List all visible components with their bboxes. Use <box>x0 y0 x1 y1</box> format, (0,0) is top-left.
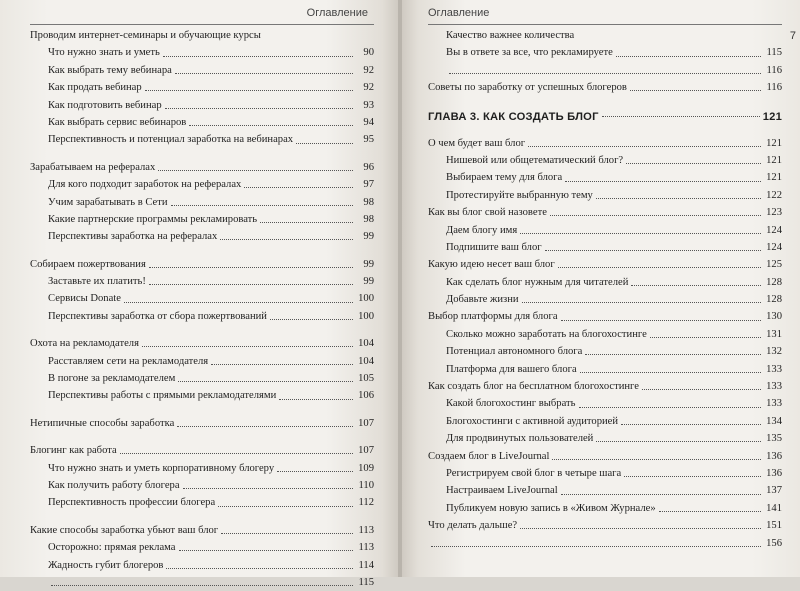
toc-entry-title: Для продвинутых пользователей <box>446 433 594 445</box>
dot-leader <box>631 285 761 286</box>
toc-entry <box>428 79 782 96</box>
toc-entry-page: 122 <box>766 189 782 201</box>
toc-list-right-top <box>428 27 782 97</box>
toc-entry <box>30 574 374 591</box>
toc-entry <box>428 44 782 61</box>
toc-entry-page: 115 <box>358 576 374 588</box>
toc-entry-page: 121 <box>766 154 782 166</box>
toc-entry-title: Как получить работу блогера <box>48 479 180 491</box>
toc-entry-title: Для кого подходит заработок на рефералах <box>48 179 242 191</box>
toc-entry-title: Создаем блог в LiveJournal <box>428 450 550 462</box>
toc-entry <box>30 415 374 432</box>
toc-entry-title: Качество важнее количества <box>446 30 575 41</box>
chapter-title: ГЛАВА 3. КАК СОЗДАТЬ БЛОГ <box>428 110 599 123</box>
toc-entry <box>30 290 374 307</box>
toc-entry <box>428 378 782 395</box>
toc-entry-page: 136 <box>766 467 782 479</box>
toc-entry-title: О чем будет ваш блог <box>428 137 526 149</box>
running-head-right: Оглавление <box>428 7 490 19</box>
toc-entry <box>30 557 374 574</box>
dot-leader <box>279 399 353 400</box>
toc-entry <box>428 517 782 534</box>
dot-leader <box>545 250 761 251</box>
toc-entry <box>30 442 374 459</box>
toc-entry-page: 131 <box>766 328 782 340</box>
toc-entry-title: Какой блогохостинг выбрать <box>446 398 576 410</box>
toc-entry-page: 124 <box>766 224 782 236</box>
dot-leader <box>624 476 761 477</box>
toc-entry-page: 135 <box>766 433 782 445</box>
dot-leader <box>520 233 761 234</box>
toc-entry-page: 109 <box>358 462 374 474</box>
toc-entry-title: Выбираем тему для блога <box>446 172 563 184</box>
toc-entry-page: 113 <box>358 542 374 554</box>
dot-leader <box>659 511 761 512</box>
dot-leader <box>565 181 761 182</box>
toc-entry-page: 141 <box>766 502 782 514</box>
dot-leader <box>449 73 761 74</box>
toc-entry-title: Как выбрать сервис вебинаров <box>48 116 187 128</box>
dot-leader <box>218 506 353 507</box>
dot-leader <box>189 125 353 126</box>
dot-leader <box>149 284 353 285</box>
toc-entry-page: 104 <box>358 355 374 367</box>
toc-entry-title: Как выбрать тему вебинара <box>48 64 172 76</box>
dot-leader <box>142 346 353 347</box>
toc-entry-title: Как подготовить вебинар <box>48 99 162 111</box>
toc-entry-title: Протестируйте выбранную тему <box>446 189 593 201</box>
toc-entry <box>30 522 374 539</box>
dot-leader <box>522 302 761 303</box>
toc-entry-title: Нишевой или общетематический блог? <box>446 154 624 166</box>
dot-leader <box>561 320 761 321</box>
toc-entry-title: Зарабатываем на рефералах <box>30 161 156 173</box>
toc-entry-page: 128 <box>766 294 782 306</box>
toc-entry <box>428 430 782 447</box>
dot-leader <box>183 488 353 489</box>
toc-entry-title: Учим зарабатывать в Сети <box>48 196 168 208</box>
dot-leader <box>596 441 761 442</box>
toc-entry <box>30 176 374 193</box>
dot-leader <box>171 205 353 206</box>
dot-leader <box>585 354 761 355</box>
dot-leader <box>51 585 353 586</box>
toc-entry-page: 90 <box>363 47 374 59</box>
header-rule <box>30 24 374 25</box>
toc-entry-title: Осторожно: прямая реклама <box>48 542 176 554</box>
toc-entry-title: Подпишите ваш блог <box>446 241 542 253</box>
toc-entry <box>428 204 782 221</box>
toc-entry-title: Вы в ответе за все, что рекламируете <box>446 47 613 59</box>
dot-leader <box>149 267 353 268</box>
toc-entry-title: Публикуем новую запись в «Живом Журнале» <box>446 502 656 514</box>
dot-leader <box>158 170 353 171</box>
toc-entry-page: 136 <box>766 450 782 462</box>
toc-entry-page: 156 <box>766 537 782 549</box>
toc-entry-title: Советы по заработку от успешных блогеров <box>428 82 627 94</box>
toc-entry <box>30 27 374 44</box>
toc-entry-title: В погоне за рекламодателем <box>48 373 176 385</box>
dot-leader <box>630 90 761 91</box>
dot-leader <box>552 459 761 460</box>
dot-leader <box>580 372 761 373</box>
toc-entry <box>428 482 782 499</box>
toc-entry-title: Какую идею несет ваш блог <box>428 259 555 271</box>
toc-entry-page: 130 <box>766 311 782 323</box>
toc-entry <box>428 256 782 273</box>
toc-entry-title: Перспективы заработка на рефералах <box>48 231 218 243</box>
dot-leader <box>120 453 353 454</box>
toc-entry-page: 100 <box>358 293 374 305</box>
toc-entry-title: Сколько можно заработать на блогохостинге <box>446 328 647 340</box>
dot-leader <box>602 116 760 117</box>
toc-entry <box>30 308 374 325</box>
toc-entry-page: 107 <box>358 445 374 457</box>
toc-entry-title: Как вы блог свой назовете <box>428 207 547 219</box>
dot-leader <box>550 215 761 216</box>
toc-entry-title: Регистрируем свой блог в четыре шага <box>446 467 622 479</box>
toc-entry-title: Перспективность и потенциал заработка на вебинарах <box>48 134 294 146</box>
toc-entry-page: 99 <box>363 231 374 243</box>
dot-leader <box>211 364 353 365</box>
toc-entry <box>428 274 782 291</box>
toc-entry-title: Что нужно знать и уметь <box>48 47 160 59</box>
toc-entry <box>428 239 782 256</box>
toc-entry-page: 121 <box>766 172 782 184</box>
dot-leader <box>178 381 353 382</box>
toc-entry <box>30 353 374 370</box>
dot-leader <box>145 90 353 91</box>
running-head-left: Оглавление <box>306 7 368 19</box>
toc-entry <box>428 152 782 169</box>
toc-entry-title: Блогохостинги с активной аудиторией <box>446 415 619 427</box>
dot-leader <box>270 319 353 320</box>
toc-entry-title: Выбор платформы для блога <box>428 311 558 323</box>
toc-entry-page: 95 <box>363 134 374 146</box>
dot-leader <box>626 163 761 164</box>
toc-entry <box>428 308 782 325</box>
toc-entry <box>428 448 782 465</box>
toc-entry <box>428 222 782 239</box>
toc-entry <box>30 477 374 494</box>
dot-leader <box>163 56 353 57</box>
toc-list-right <box>428 135 782 552</box>
dot-leader <box>650 337 761 338</box>
toc-entry <box>30 335 374 352</box>
toc-entry-page: 94 <box>363 116 374 128</box>
dot-leader <box>260 222 353 223</box>
toc-entry-page: 151 <box>766 520 782 532</box>
toc-entry-title: Проводим интернет-семинары и обучающие курсы <box>30 30 261 41</box>
dot-leader <box>520 528 761 529</box>
toc-entry-title: Как сделать блог нужным для читателей <box>446 276 629 288</box>
toc-entry-page: 115 <box>766 47 782 59</box>
page-number: 7 <box>789 30 796 42</box>
toc-entry-title: Какие партнерские программы рекламировать <box>48 213 258 225</box>
toc-entry-page: 137 <box>766 485 782 497</box>
toc-entry <box>428 135 782 152</box>
toc-entry-page: 98 <box>363 196 374 208</box>
toc-entry <box>428 413 782 430</box>
dot-leader <box>296 143 353 144</box>
toc-entry-title: Как создать блог на бесплатном блогохостинге <box>428 381 639 393</box>
toc-entry-page: 92 <box>363 64 374 76</box>
toc-entry-page: 107 <box>358 417 374 429</box>
toc-list-left <box>30 27 374 591</box>
toc-entry-title: Что нужно знать и уметь корпоративному блогеру <box>48 462 275 474</box>
toc-entry-page: 99 <box>363 276 374 288</box>
toc-entry-page: 134 <box>766 415 782 427</box>
toc-entry <box>428 535 782 552</box>
toc-entry-page: 133 <box>766 381 782 393</box>
toc-entry-page: 128 <box>766 276 782 288</box>
toc-entry <box>30 44 374 61</box>
toc-entry <box>30 131 374 148</box>
toc-entry-page: 106 <box>358 390 374 402</box>
toc-entry <box>30 114 374 131</box>
toc-entry <box>428 395 782 412</box>
toc-entry-title: Перспективы работы с прямыми рекламодателями <box>48 390 277 402</box>
toc-entry <box>428 62 782 79</box>
toc-entry <box>30 460 374 477</box>
toc-entry-page: 99 <box>363 258 374 270</box>
toc-entry <box>30 79 374 96</box>
toc-entry <box>428 291 782 308</box>
toc-entry <box>30 539 374 556</box>
toc-entry-page: 132 <box>766 346 782 358</box>
toc-entry-page: 98 <box>363 213 374 225</box>
toc-entry-title: Собираем пожертвования <box>30 258 146 270</box>
toc-entry-page: 110 <box>358 479 374 491</box>
toc-entry-title: Добавьте жизни <box>446 294 519 306</box>
toc-entry-title: Как продать вебинар <box>48 82 142 94</box>
dot-leader <box>621 424 761 425</box>
toc-entry-title: Перспективы заработка от сбора пожертвований <box>48 310 267 322</box>
toc-entry <box>30 159 374 176</box>
toc-entry-page: 114 <box>358 559 374 571</box>
toc-entry-title: Охота на рекламодателя <box>30 338 139 350</box>
toc-entry <box>30 387 374 404</box>
toc-entry-title: Что делать дальше? <box>428 520 518 532</box>
toc-entry <box>428 500 782 517</box>
toc-entry-title: Какие способы заработка убьют ваш блог <box>30 524 219 536</box>
toc-entry <box>30 370 374 387</box>
dot-leader <box>558 267 761 268</box>
toc-entry <box>30 62 374 79</box>
toc-entry <box>428 187 782 204</box>
dot-leader <box>596 198 761 199</box>
header-rule <box>428 24 782 25</box>
toc-entry-page: 121 <box>766 137 782 149</box>
dot-leader <box>528 146 761 147</box>
toc-entry <box>428 465 782 482</box>
toc-entry-page: 97 <box>363 179 374 191</box>
toc-entry-page: 133 <box>766 363 782 375</box>
dot-leader <box>179 550 353 551</box>
dot-leader <box>221 533 353 534</box>
toc-entry-title: Расставляем сети на рекламодателя <box>48 355 209 367</box>
toc-entry <box>30 256 374 273</box>
toc-entry <box>428 27 782 44</box>
toc-entry-title: Сервисы Donate <box>48 293 121 305</box>
chapter-page: 121 <box>762 110 782 123</box>
toc-entry-title: Настраиваем LiveJournal <box>446 485 558 497</box>
dot-leader <box>244 187 353 188</box>
toc-entry-page: 104 <box>358 338 374 350</box>
toc-entry <box>428 326 782 343</box>
toc-entry-page: 92 <box>363 82 374 94</box>
toc-entry-title: Нетипичные способы заработка <box>30 417 175 429</box>
toc-entry <box>30 273 374 290</box>
toc-entry-title: Потенциал автономного блога <box>446 346 583 358</box>
dot-leader <box>165 108 353 109</box>
toc-entry <box>428 169 782 186</box>
dot-leader <box>642 389 761 390</box>
toc-entry-page: 113 <box>358 524 374 536</box>
toc-entry-page: 93 <box>363 99 374 111</box>
toc-entry-page: 112 <box>358 497 374 509</box>
toc-entry-title: Даем блогу имя <box>446 224 518 236</box>
toc-entry-page: 100 <box>358 310 374 322</box>
toc-entry <box>428 343 782 360</box>
dot-leader <box>277 471 353 472</box>
dot-leader <box>177 426 353 427</box>
dot-leader <box>124 302 353 303</box>
dot-leader <box>166 568 353 569</box>
toc-entry-page: 125 <box>766 259 782 271</box>
toc-entry-title: Платформа для вашего блога <box>446 363 577 375</box>
toc-entry-page: 105 <box>358 373 374 385</box>
dot-leader <box>220 239 353 240</box>
dot-leader <box>579 407 762 408</box>
toc-entry-page: 116 <box>766 82 782 94</box>
dot-leader <box>175 73 353 74</box>
toc-entry <box>30 228 374 245</box>
toc-entry <box>30 97 374 114</box>
toc-entry-page: 124 <box>766 241 782 253</box>
toc-entry-page: 133 <box>766 398 782 410</box>
toc-entry <box>30 194 374 211</box>
toc-entry-page: 116 <box>766 64 782 76</box>
dot-leader <box>561 494 761 495</box>
dot-leader <box>431 546 761 547</box>
toc-entry-page: 123 <box>766 207 782 219</box>
right-page <box>402 0 800 577</box>
toc-entry-title: Блогинг как работа <box>30 445 117 457</box>
toc-entry-title: Заставьте их платить! <box>48 276 146 288</box>
toc-entry-title: Жадность губит блогеров <box>48 559 164 571</box>
toc-entry <box>428 361 782 378</box>
toc-entry <box>30 211 374 228</box>
chapter-heading <box>428 111 782 129</box>
dot-leader <box>616 56 761 57</box>
left-page <box>0 0 398 588</box>
toc-entry-title: Перспективность профессии блогера <box>48 497 216 509</box>
toc-entry <box>30 494 374 511</box>
toc-entry-page: 96 <box>363 161 374 173</box>
